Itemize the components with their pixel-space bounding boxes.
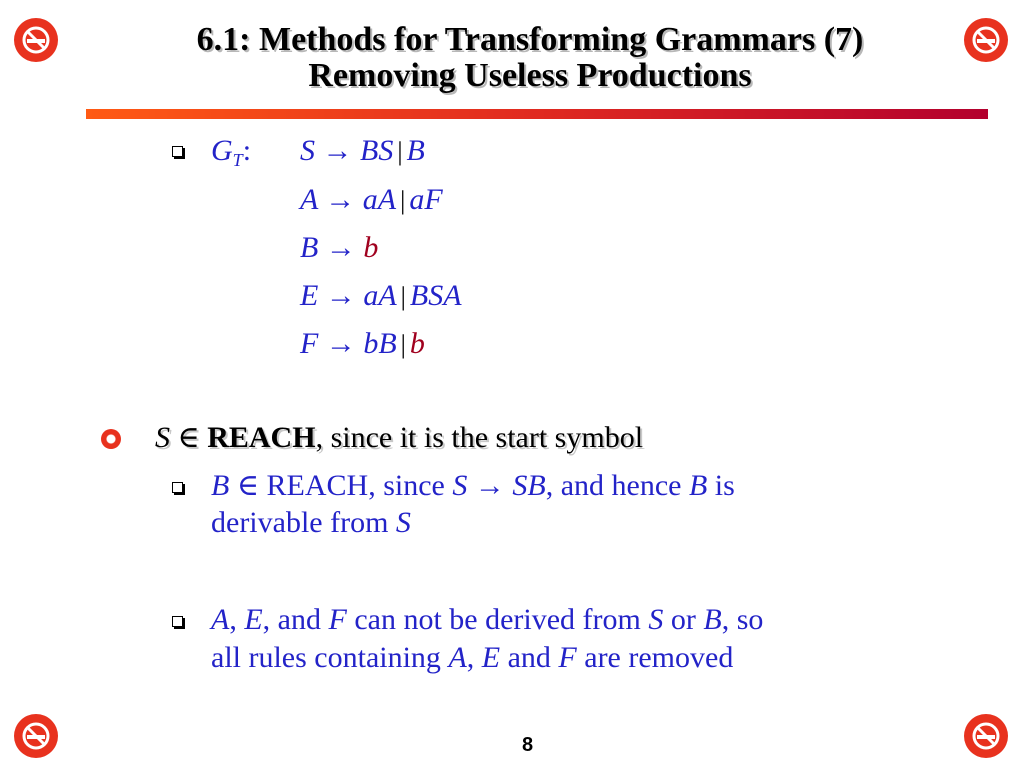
sub-point-2-line-2: all rules containing A, E and F are removed [211,641,734,674]
grammar-label: $G_T$: [211,134,252,170]
title-divider [86,109,988,119]
page-number: 8 [522,734,534,756]
sub-point-1-line-1: B ∈ REACH, since S → SB, and hence B is [211,469,735,502]
grammar-rule-b: B → b [300,231,379,264]
no-smoking-icon [964,714,1008,758]
sub-point-2-line-1: A, E, and F can not be derived from S or B, so [211,603,764,636]
round-bullet-icon [101,429,121,449]
no-smoking-icon [14,714,58,758]
no-smoking-icon [14,18,58,62]
grammar-rule-s: S → BS | B [300,134,425,167]
grammar-rule-f: F → bB | b [300,327,425,360]
grammar-rule-e: E → aA | BSA [300,279,462,312]
square-bullet-icon [172,146,183,157]
square-bullet-icon [172,616,183,627]
title-line-2: Removing Useless Productions [308,57,752,94]
no-smoking-icon [964,18,1008,62]
grammar-rule-a: A → aA | aF [300,183,443,216]
sub-point-1-line-2: derivable from S [211,506,411,539]
square-bullet-icon [172,482,183,493]
slide-title [130,22,930,94]
title-line-1: 6.1: Methods for Transforming Grammars (7) [196,21,864,58]
main-point: S ∈ REACH, since it is the start symbol [155,421,644,454]
